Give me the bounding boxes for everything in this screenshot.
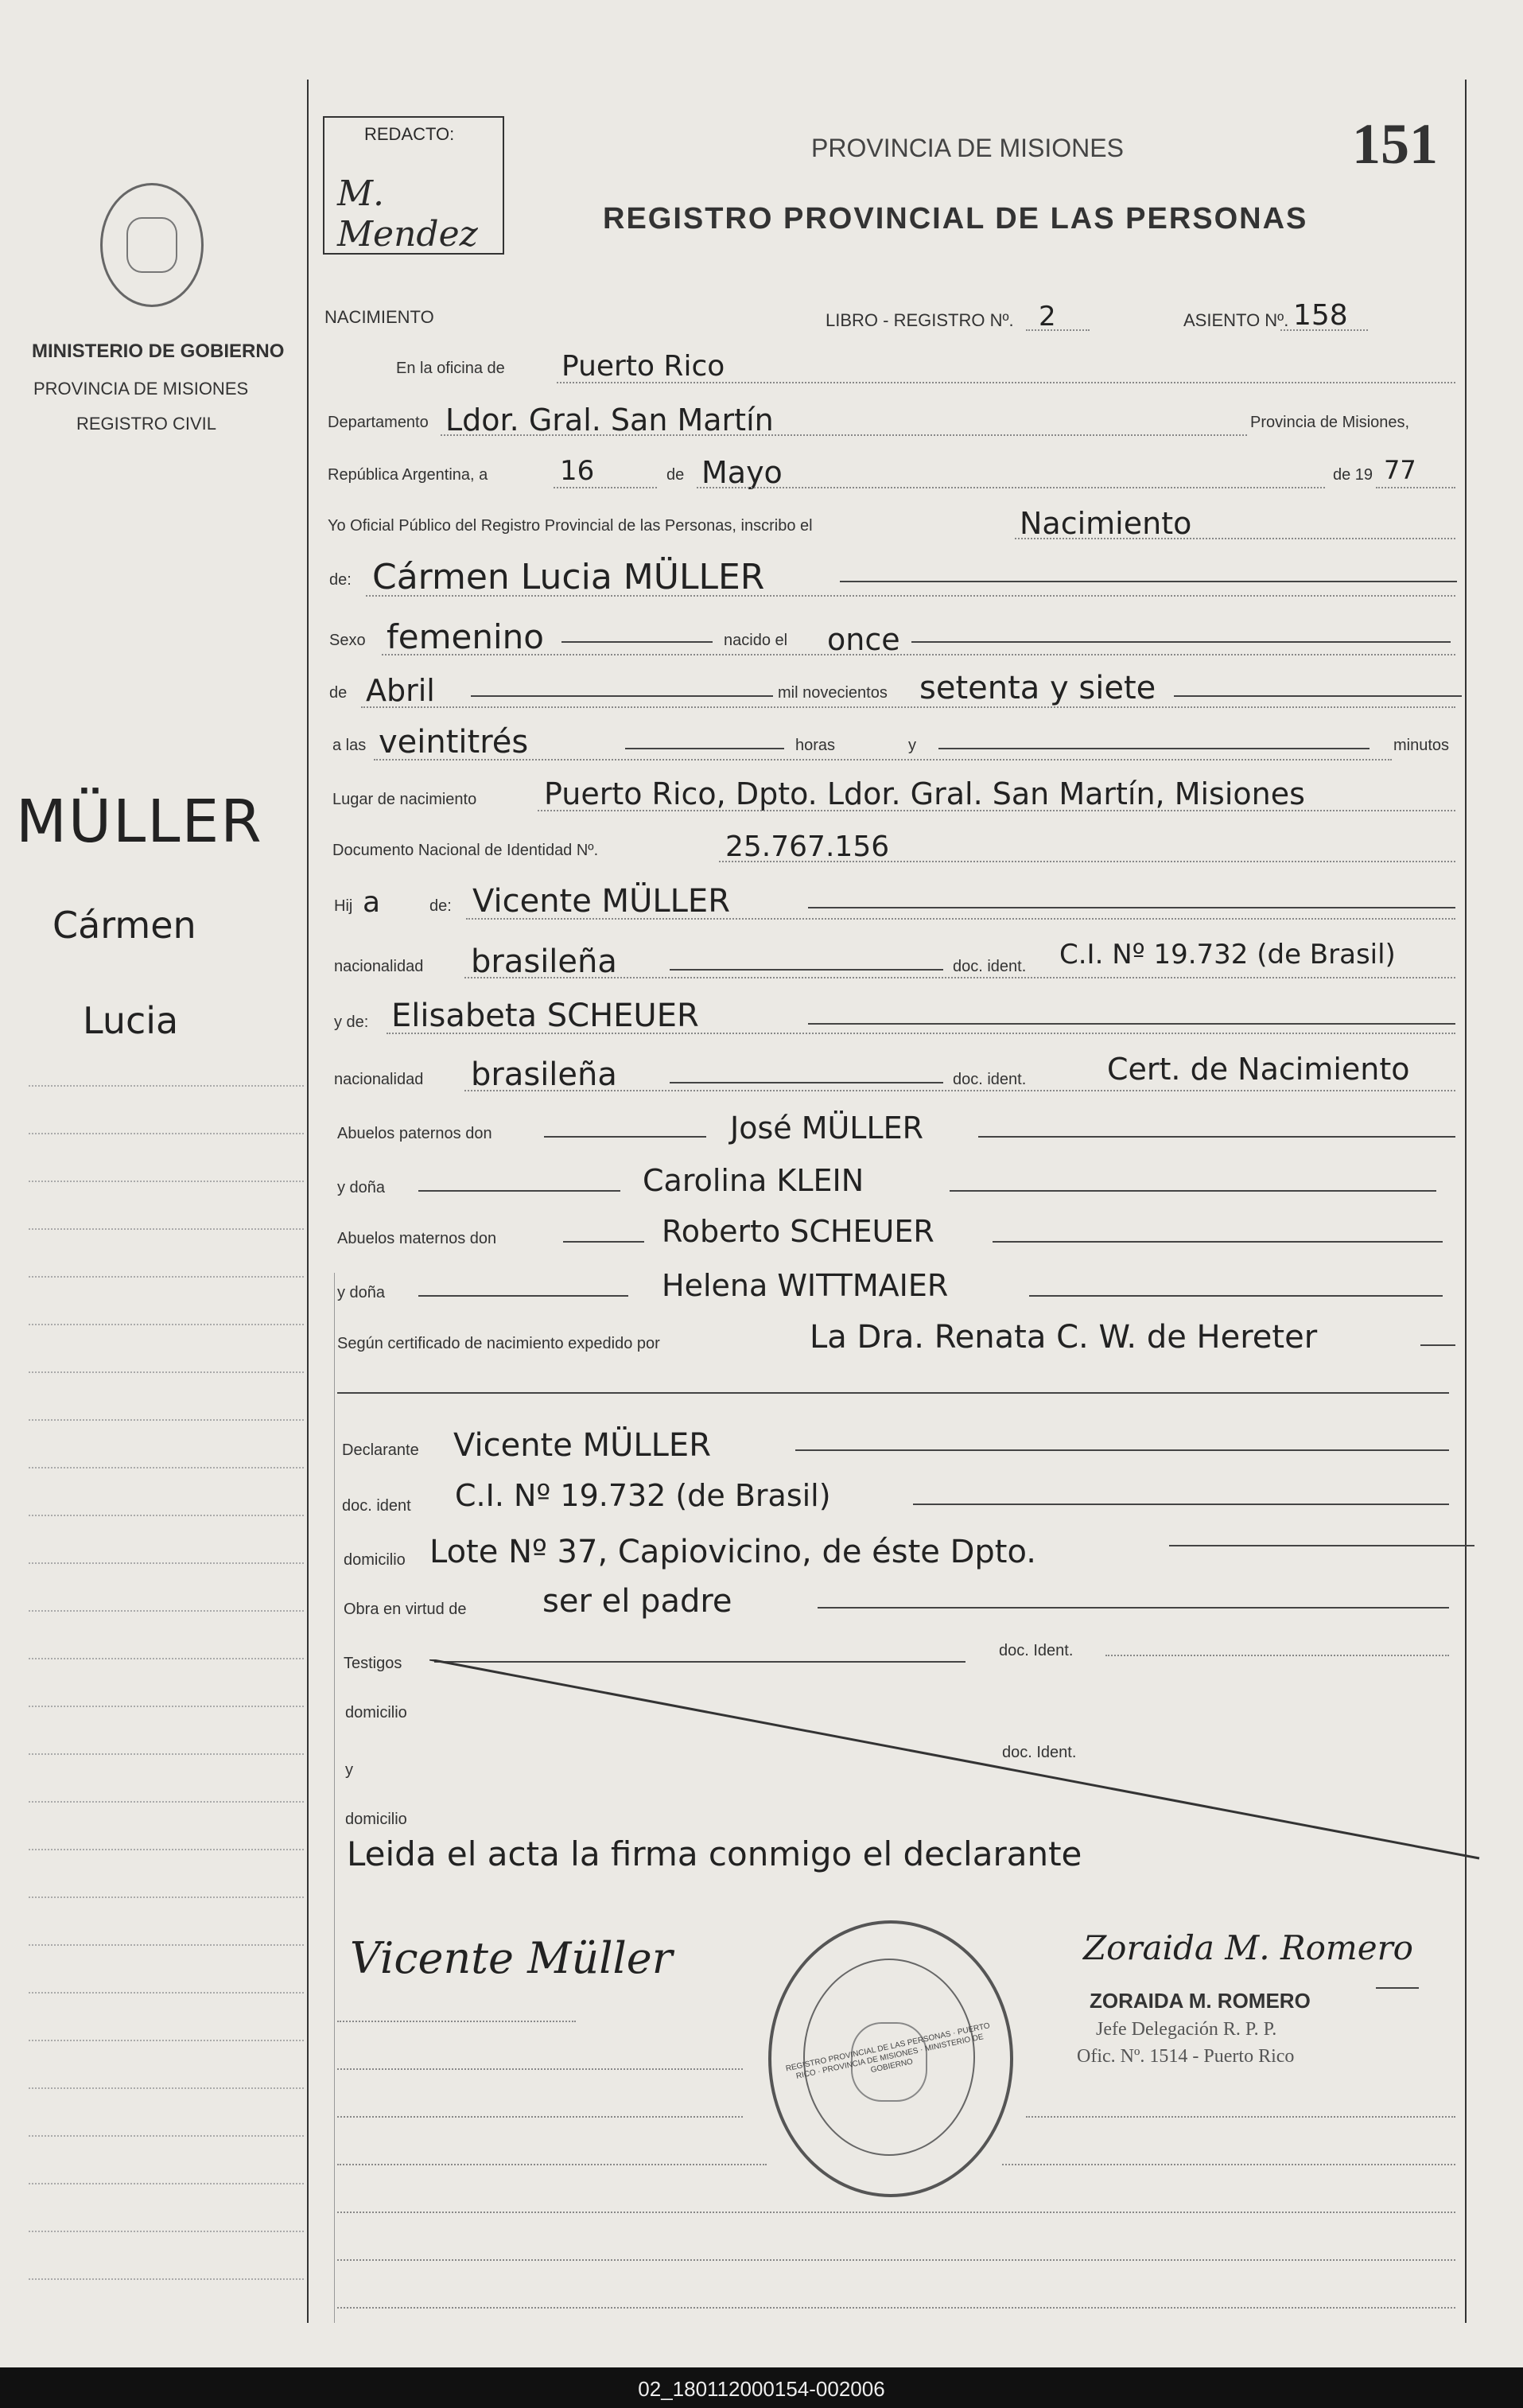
hij-label: Hij <box>334 897 353 915</box>
testigos-y-label: y <box>345 1761 353 1779</box>
minutos-label: minutos <box>1393 737 1450 754</box>
mother-nationality: brasileña <box>471 1056 617 1093</box>
libro-value: 2 <box>1039 301 1056 333</box>
dni-value: 25.767.156 <box>725 831 890 863</box>
nacido-value: once <box>827 622 900 657</box>
lugar-label: Lugar de nacimiento <box>332 791 477 808</box>
closing-text: Leida el acta la firma conmigo el declarante <box>347 1834 1082 1873</box>
declarante-signature: Vicente Müller <box>350 1933 673 1983</box>
asiento-label: ASIENTO Nº. <box>1183 310 1289 330</box>
official-name: ZORAIDA M. ROMERO <box>1090 1989 1311 2013</box>
libro-label: LIBRO - REGISTRO Nº. <box>826 310 1014 330</box>
docident-label: doc. ident <box>342 1497 411 1515</box>
father-doc-label: doc. ident. <box>953 958 1027 975</box>
margin-name2: Lucia <box>83 999 179 1042</box>
certificado-value: La Dra. Renata C. W. de Hereter <box>810 1319 1318 1356</box>
ministry-line3: REGISTRO CIVIL <box>76 414 217 434</box>
testigos-doc2-label: doc. Ident. <box>1002 1744 1077 1761</box>
abuelo-materno-value: Roberto SCHEUER <box>662 1214 934 1249</box>
abuelo-paterno-value: José MÜLLER <box>730 1111 924 1146</box>
domicilio-label: domicilio <box>344 1551 406 1569</box>
nacido-label: nacido el <box>724 632 788 649</box>
left-border-line <box>307 80 309 2323</box>
oficina-value: Puerto Rico <box>561 350 725 383</box>
abuela-paterna-value: Carolina KLEIN <box>643 1163 864 1198</box>
day-value: 16 <box>560 455 595 487</box>
republica-label: República Argentina, a <box>328 466 488 484</box>
mother-name: Elisabeta SCHEUER <box>391 998 699 1034</box>
redacto-box <box>323 116 504 255</box>
testigos-domicilio2-label: domicilio <box>345 1811 407 1828</box>
abuelos-paternos-label: Abuelos paternos don <box>337 1125 492 1142</box>
ydona-paterna-label: y doña <box>337 1179 386 1196</box>
inner-border-line <box>334 1273 335 2323</box>
record-type-label: NACIMIENTO <box>324 307 434 327</box>
registry-title: REGISTRO PROVINCIAL DE LAS PERSONAS <box>603 202 1308 235</box>
father-name: Vicente MÜLLER <box>472 883 730 920</box>
margin-name1: Cármen <box>52 904 196 947</box>
name-value: Cármen Lucia MÜLLER <box>372 557 765 597</box>
seal-icon <box>126 217 177 273</box>
footer-filename: 02_180112000154-002006 <box>638 2377 885 2401</box>
oficial-text: Yo Oficial Público del Registro Provincial de las Personas, inscribo el <box>328 517 813 535</box>
yde-label: y de: <box>334 1013 369 1031</box>
testigos-domicilio-label: domicilio <box>345 1704 407 1721</box>
declarante-label: Declarante <box>342 1441 419 1459</box>
domicilio-value: Lote Nº 37, Capiovicino, de éste Dpto. <box>429 1534 1036 1570</box>
testigos-label: Testigos <box>344 1655 402 1672</box>
abuela-materna-value: Helena WITTMAIER <box>662 1268 949 1303</box>
ministry-seal <box>100 183 204 307</box>
birth-month: Abril <box>366 673 435 708</box>
obra-value: ser el padre <box>542 1583 732 1620</box>
departamento-value: Ldor. Gral. San Martín <box>445 403 774 438</box>
ydona-materna-label: y doña <box>337 1284 386 1301</box>
lugar-value: Puerto Rico, Dpto. Ldor. Gral. San Martín, Misiones <box>544 776 1305 811</box>
alas-label: a las <box>332 737 367 754</box>
month-value: Mayo <box>701 455 783 490</box>
official-office: Ofic. Nº. 1514 - Puerto Rico <box>1077 2046 1295 2067</box>
page-number: 151 <box>1352 112 1438 176</box>
inscribo-value: Nacimiento <box>1020 506 1192 541</box>
dni-label: Documento Nacional de Identidad Nº. <box>332 842 599 859</box>
redacto-signature: M. Mendez <box>337 173 478 255</box>
redacto-label: REDACTO: <box>364 124 455 144</box>
father-nationality: brasileña <box>471 943 617 980</box>
father-doc: C.I. Nº 19.732 (de Brasil) <box>1059 939 1396 971</box>
official-title: Jefe Delegación R. P. P. <box>1096 2019 1277 2040</box>
certificado-label: Según certificado de nacimiento expedido por <box>337 1335 660 1352</box>
de2-label: de <box>329 684 348 702</box>
mother-nacionalidad-label: nacionalidad <box>334 1071 424 1088</box>
de3-label: de: <box>429 897 452 915</box>
declarante-value: Vicente MÜLLER <box>453 1427 711 1464</box>
de-label: de <box>666 466 685 484</box>
horas-label: horas <box>795 737 836 754</box>
testigos-doc-label: doc. Ident. <box>999 1642 1074 1659</box>
asiento-value: 158 <box>1293 299 1348 332</box>
ministry-line2: PROVINCIA DE MISIONES <box>33 379 249 399</box>
right-border-line <box>1465 80 1467 2323</box>
mil-label: mil novecientos <box>778 684 888 702</box>
mother-doc: Cert. de Nacimiento <box>1107 1052 1410 1087</box>
obra-label: Obra en virtud de <box>344 1601 467 1618</box>
father-nacionalidad-label: nacionalidad <box>334 958 424 975</box>
margin-surname: MÜLLER <box>16 788 263 856</box>
sexo-label: Sexo <box>329 632 366 649</box>
sexo-value: femenino <box>387 617 544 656</box>
stamp-text: REGISTRO PROVINCIAL DE LAS PERSONAS · PUERTO RICO · PROVINCIA DE MISIONES · MINISTERIO DE GOBIERNO <box>785 2021 991 2081</box>
mil-value: setenta y siete <box>919 670 1156 706</box>
year-value: 77 <box>1384 455 1416 485</box>
oficina-label: En la oficina de <box>396 360 505 377</box>
official-signature: Zoraida M. Romero <box>1083 1928 1413 1967</box>
declarante-doc: C.I. Nº 19.732 (de Brasil) <box>455 1478 831 1513</box>
de-year-label: de 19 <box>1333 466 1373 484</box>
hij-suffix: a <box>363 886 381 919</box>
de-name-label: de: <box>329 571 352 589</box>
ministry-line1: MINISTERIO DE GOBIERNO <box>32 340 285 362</box>
abuelos-maternos-label: Abuelos maternos don <box>337 1230 497 1247</box>
y-label: y <box>908 737 916 754</box>
mother-doc-label: doc. ident. <box>953 1071 1027 1088</box>
departamento-label: Departamento <box>328 414 429 431</box>
provincia-label: Provincia de Misiones, <box>1250 414 1410 431</box>
official-stamp <box>768 1920 1013 2197</box>
alas-value: veintitrés <box>379 724 529 761</box>
province-title: PROVINCIA DE MISIONES <box>811 134 1124 162</box>
